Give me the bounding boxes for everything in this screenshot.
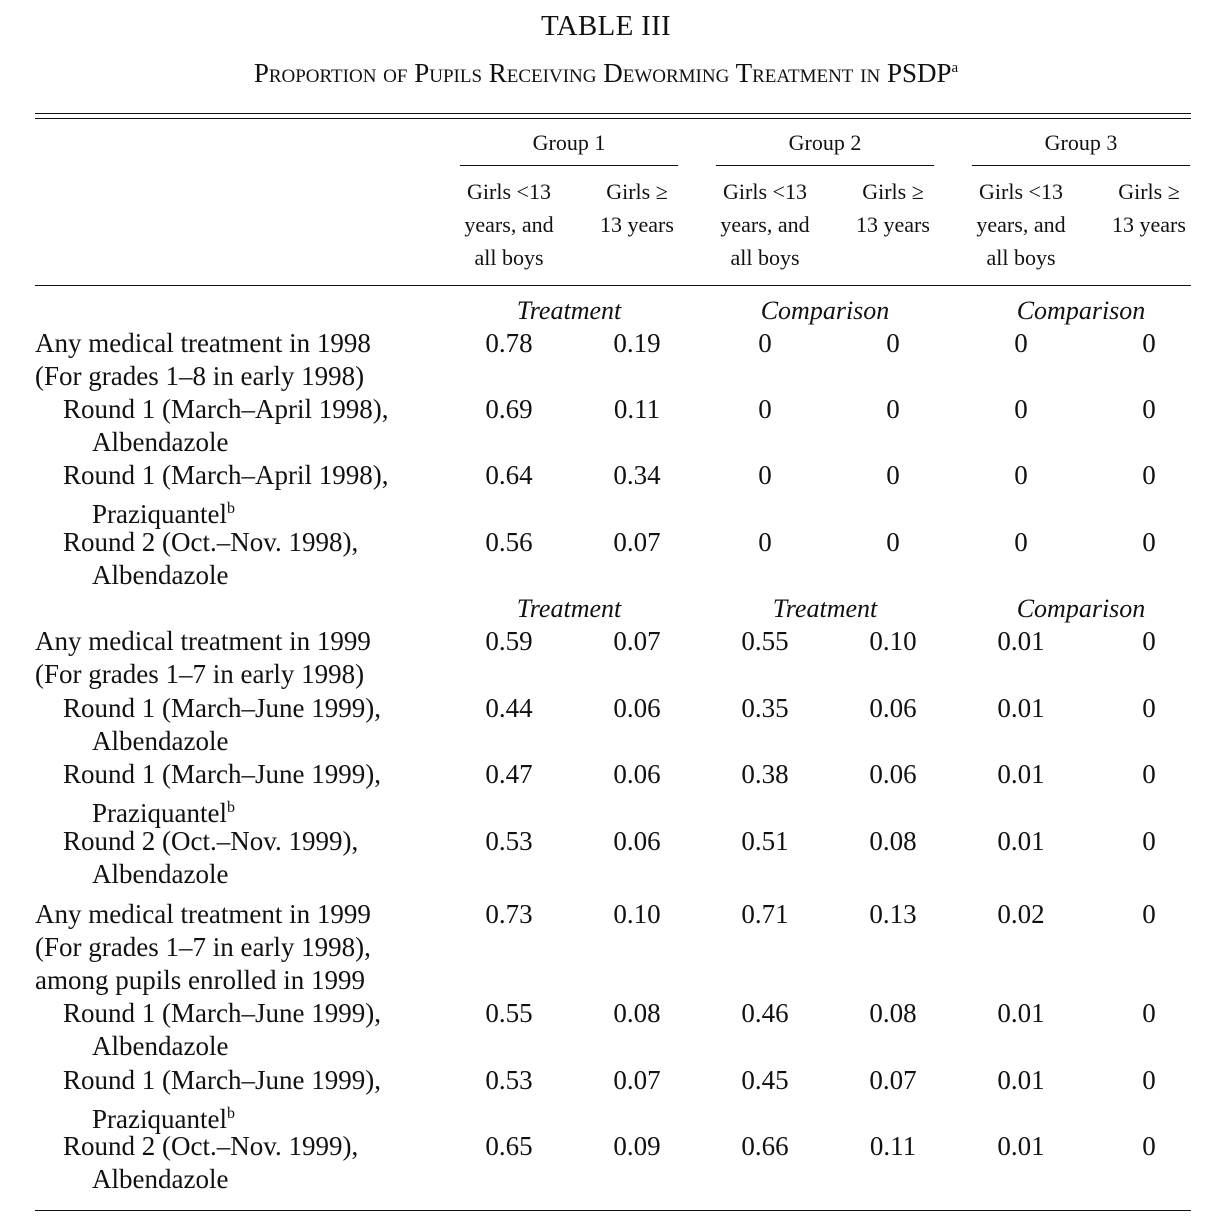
table-cell: 0.07 [613,527,661,557]
table-cell: 0.53 [485,826,533,856]
section-label-comparison: Comparison [1016,296,1146,325]
table-cell: 0 [1142,394,1156,424]
footnote-marker: b [226,799,235,816]
table-cell: 0.01 [997,1065,1045,1095]
table-subtitle [0,58,1212,89]
row-label-continuation-text: Praziquantel [92,1104,227,1134]
column-header-line: years, and [464,212,554,237]
table-cell: 0.11 [613,394,661,424]
row-label: Round 2 (Oct.–Nov. 1998), [63,527,359,557]
table-cell: 0.78 [485,328,533,358]
table-cell: 0 [886,460,900,490]
table-subtitle-text: Proportion of Pupils Receiving Deworming Treatment in PSDP [253,58,952,88]
footnote-marker: b [226,1105,235,1122]
column-header-line: Girls ≥ [862,179,924,204]
row-label-continuation-text: Albendazole [92,560,229,590]
table-cell: 0.11 [869,1131,917,1161]
column-header-line: Girls <13 [979,179,1063,204]
table-cell: 0.71 [741,899,789,929]
table-cell: 0.66 [741,1131,789,1161]
row-label-continuation [92,1030,228,1063]
table-cell: 0 [1142,626,1156,656]
table-row [0,625,1212,689]
table-cell: 0.06 [613,693,661,723]
column-header-line: Girls ≥ [606,179,668,204]
section-label-comparison: Comparison [760,296,890,325]
table-cell: 0 [1142,759,1156,789]
table-cell: 0 [886,394,900,424]
table-row [0,997,1212,1061]
column-header-line: all boys [474,245,544,270]
row-label-continuation [35,931,371,964]
table-cell: 0.56 [485,527,533,557]
table-cell: 0.06 [869,759,917,789]
row-label-continuation [92,1163,228,1196]
row-label: Round 1 (March–June 1999), [63,693,381,723]
group-header-2: Group 2 [788,130,862,155]
column-header-young [956,175,1086,274]
group-header-3: Group 3 [1044,130,1118,155]
column-header-line: all boys [986,245,1056,270]
row-label-continuation-text: (For grades 1–8 in early 1998) [35,361,365,391]
row-label-continuation-text: Praziquantel [92,499,227,529]
table-cell: 0 [1142,328,1156,358]
row-label: Round 1 (March–June 1999), [63,1065,381,1095]
table-cell: 0.01 [997,826,1045,856]
table-cell: 0.55 [741,626,789,656]
table-row [0,825,1212,889]
row-label-continuation-text: Albendazole [92,427,229,457]
row-label: Round 2 (Oct.–Nov. 1999), [63,1131,359,1161]
table-cell: 0.55 [485,998,533,1028]
section-label-comparison: Comparison [1016,594,1146,623]
top-rule-1 [35,113,1191,114]
table-cell: 0.35 [741,693,789,723]
table-cell: 0.06 [613,826,661,856]
table-cell: 0 [1142,826,1156,856]
column-header-line: Girls <13 [467,179,551,204]
group-rule-3 [972,165,1190,166]
table-row [0,393,1212,457]
table-cell: 0.08 [869,998,917,1028]
table-cell: 0.51 [741,826,789,856]
table-cell: 0.34 [613,460,661,490]
row-label-continuation [92,858,228,891]
table-row [0,327,1212,391]
table-cell: 0.07 [613,1065,661,1095]
column-header-old [828,175,958,241]
table-cell: 0 [758,394,772,424]
table-cell: 0.01 [997,1131,1045,1161]
row-label: Round 1 (March–April 1998), [63,460,389,490]
table-cell: 0.46 [741,998,789,1028]
group-rule-2 [716,165,934,166]
table-cell: 0 [1014,328,1028,358]
table-cell: 0.65 [485,1131,533,1161]
table-row [0,1064,1212,1134]
table-cell: 0.08 [613,998,661,1028]
table-cell: 0.01 [997,626,1045,656]
table-cell: 0 [1142,1131,1156,1161]
table-cell: 0.53 [485,1065,533,1095]
table-cell: 0 [1014,394,1028,424]
column-header-line: Girls <13 [723,179,807,204]
table-cell: 0 [758,527,772,557]
top-rule-2 [35,118,1191,119]
table-row [0,459,1212,529]
column-header-young [444,175,574,274]
footnote-marker: b [226,500,235,517]
table-cell: 0.08 [869,826,917,856]
table-cell: 0 [1142,693,1156,723]
column-header-line: all boys [730,245,800,270]
table-cell: 0.13 [869,899,917,929]
column-header-old [572,175,702,241]
table-cell: 0.06 [869,693,917,723]
table-title: TABLE III [540,10,672,42]
table-cell: 0.10 [613,899,661,929]
column-header-line: years, and [976,212,1066,237]
row-label-continuation-text: Albendazole [92,859,229,889]
table-row [0,692,1212,756]
row-label: Any medical treatment in 1999 [35,626,371,656]
group-header-1: Group 1 [532,130,606,155]
table-cell: 0 [758,460,772,490]
row-label-continuation-text: Albendazole [92,1164,229,1194]
table-row [0,758,1212,828]
row-label: Any medical treatment in 1998 [35,328,371,358]
table-cell: 0.38 [741,759,789,789]
column-header-young [700,175,830,274]
row-label-continuation [92,426,228,459]
row-label-continuation [35,964,365,997]
column-header-line: 13 years [1112,212,1186,237]
table-cell: 0.01 [997,998,1045,1028]
row-label-continuation-text: (For grades 1–7 in early 1998) [35,659,365,689]
table-cell: 0 [1142,1065,1156,1095]
table-cell: 0.59 [485,626,533,656]
table-cell: 0.02 [997,899,1045,929]
column-header-line: 13 years [856,212,930,237]
table-cell: 0.69 [485,394,533,424]
table-cell: 0.64 [485,460,533,490]
table-cell: 0 [1142,460,1156,490]
table-cell: 0 [1014,460,1028,490]
header-rule [35,285,1191,286]
table-cell: 0 [1142,998,1156,1028]
table-cell: 0.06 [613,759,661,789]
section-label-treatment: Treatment [516,594,622,623]
row-label-continuation-text: (For grades 1–7 in early 1998), [35,932,371,962]
column-header-line: years, and [720,212,810,237]
row-label: Round 1 (March–June 1999), [63,998,381,1028]
table-cell: 0.73 [485,899,533,929]
section-label-treatment: Treatment [772,594,878,623]
table-row [0,1130,1212,1194]
row-label-continuation [92,725,228,758]
section-label-treatment: Treatment [516,296,622,325]
table-cell: 0 [886,328,900,358]
table-cell: 0 [758,328,772,358]
row-label-continuation-text: Praziquantel [92,798,227,828]
table-cell: 0.45 [741,1065,789,1095]
table-cell: 0.07 [613,626,661,656]
column-header-line: Girls ≥ [1118,179,1180,204]
table-cell: 0 [1014,527,1028,557]
row-label: Any medical treatment in 1999 [35,899,371,929]
table-row [0,526,1212,590]
table-cell: 0 [886,527,900,557]
column-header-line: 13 years [600,212,674,237]
table-row [0,898,1212,995]
table-cell: 0.19 [613,328,661,358]
row-label: Round 2 (Oct.–Nov. 1999), [63,826,359,856]
table-cell: 0.47 [485,759,533,789]
row-label-continuation [35,658,364,691]
row-label-continuation [92,559,228,592]
table-cell: 0.07 [869,1065,917,1095]
table-cell: 0.09 [613,1131,661,1161]
row-label-continuation [35,360,364,393]
row-label: Round 1 (March–April 1998), [63,394,389,424]
table-cell: 0.01 [997,693,1045,723]
table-cell: 0.01 [997,759,1045,789]
column-header-old [1084,175,1212,241]
bottom-rule [35,1210,1191,1211]
row-label-continuation-text: among pupils enrolled in 1999 [35,965,365,995]
table-cell: 0 [1142,527,1156,557]
row-label-continuation-text: Albendazole [92,726,229,756]
row-label-continuation-text: Albendazole [92,1031,229,1061]
group-rule-1 [460,165,678,166]
footnote-marker: a [951,60,959,76]
table-cell: 0.44 [485,693,533,723]
row-label: Round 1 (March–June 1999), [63,759,381,789]
table-cell: 0.10 [869,626,917,656]
table-cell: 0 [1142,899,1156,929]
